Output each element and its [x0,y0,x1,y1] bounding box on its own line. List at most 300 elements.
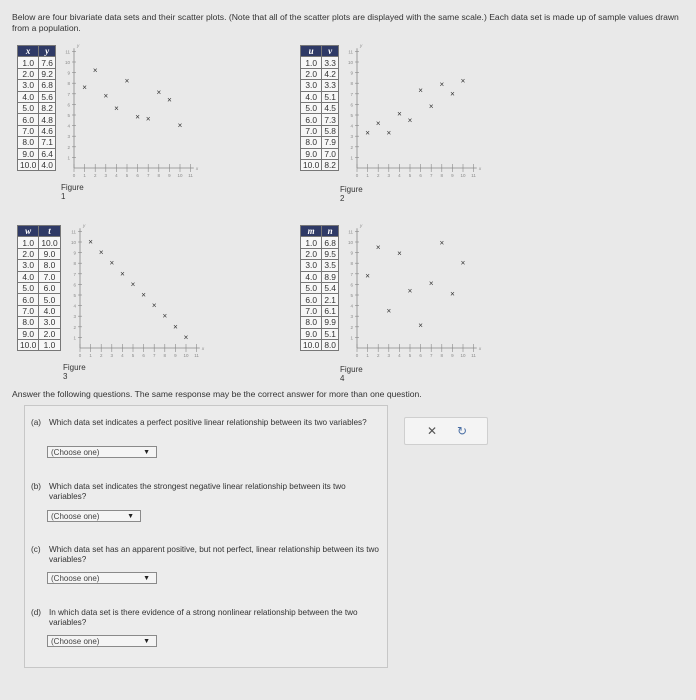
data-point: × [407,115,413,125]
y-tick-label: 1 [73,335,76,341]
cell-x: 8.0 [18,137,39,148]
col-header-x: x [18,46,39,57]
data-point: × [177,121,183,131]
x-tick-label: 5 [125,173,129,178]
cell-x: 8.0 [18,317,39,328]
table-row [18,305,61,316]
cell-y: 3.3 [322,57,339,68]
cell-y: 9.0 [39,248,60,259]
data-point: × [460,76,466,86]
y-tick-label: 6 [67,102,70,108]
cell-x: 6.0 [18,114,39,125]
scatter-plot-3 [66,223,206,362]
col-header-w: w [18,226,39,237]
y-tick-label: 6 [350,282,353,288]
data-point: × [124,76,130,86]
cell-x: 7.0 [18,305,39,316]
chevron-down-icon: ▼ [127,513,134,520]
col-header-m: m [301,226,322,237]
data-point: × [439,238,445,248]
cell-y: 2.0 [39,328,60,339]
y-tick-label: 10 [70,240,76,245]
data-point: × [145,114,151,124]
cell-y: 5.4 [322,282,339,293]
cell-y: 5.1 [322,328,339,339]
data-table-4 [300,225,339,351]
figure-label: Figure 4 [340,365,363,383]
cell-y: 1.0 [39,339,60,350]
y-tick-label: 3 [73,314,76,320]
y-tick-label: 9 [350,250,353,256]
cell-y: 7.0 [39,271,60,282]
table-row [301,339,339,350]
col-header-t: t [39,226,60,237]
cell-x: 10.0 [301,339,322,350]
col-header-u: u [301,46,322,57]
data-point: × [365,271,370,281]
y-tick-label: 5 [67,113,70,118]
table-body [301,57,339,171]
x-axis-label: x [478,346,482,351]
x-tick-label: 7 [429,173,433,178]
cell-y: 6.8 [39,80,56,91]
scatter-plot-4 [343,223,483,362]
y-tick-label: 4 [350,303,353,309]
select-value: (Choose one) [51,448,100,457]
scatter-plot-1 [60,43,200,182]
data-point: × [428,102,434,112]
table-body [18,237,61,351]
chevron-down-icon: ▼ [143,638,150,645]
y-tick-label: 9 [73,250,76,256]
cell-y: 10.0 [39,237,60,248]
cell-y: 7.9 [322,137,339,148]
x-tick-label: 11 [471,173,476,178]
y-tick-label: 1 [350,335,353,341]
cell-y: 7.0 [322,148,339,159]
table-row [18,317,61,328]
cell-x: 4.0 [301,271,322,282]
question-panel [24,405,388,668]
table-row [301,248,339,259]
cell-x: 1.0 [18,237,39,248]
data-point: × [183,332,189,342]
answer-d-select[interactable] [47,635,157,647]
table-row [18,237,61,248]
cell-x: 8.0 [301,317,322,328]
x-tick-label: 9 [451,173,454,178]
y-tick-label: 1 [350,155,353,161]
table-row [18,125,56,136]
x-tick-label: 3 [387,353,391,358]
y-tick-label: 11 [348,49,353,55]
cell-x: 4.0 [18,91,39,102]
table-row [18,248,61,259]
question-text: Which data set indicates the strongest negative linear relationship between its two variables? [49,482,346,501]
data-point: × [407,286,413,296]
table-row [18,282,61,293]
table-row [301,80,339,91]
data-point: × [82,82,87,92]
data-point: × [375,118,381,128]
cell-x: 9.0 [301,328,322,339]
x-tick-label: 1 [366,353,369,358]
cell-y: 5.6 [39,91,56,102]
x-tick-label: 2 [99,353,103,358]
cell-x: 5.0 [301,282,322,293]
y-tick-label: 5 [350,113,353,118]
cell-y: 9.9 [322,317,339,328]
figure-label: Figure 3 [63,363,86,381]
question-text: Which data set has an apparent positive, but not perfect, linear relationship between its two variables? [49,545,379,564]
question-letter: (c) [31,545,41,554]
cell-y: 6.0 [39,282,60,293]
y-tick-label: 6 [73,282,76,288]
data-point: × [375,242,381,252]
table-row [301,237,339,248]
y-tick-label: 10 [64,60,70,65]
x-tick-label: 5 [408,173,412,178]
y-tick-label: 8 [350,81,353,87]
chevron-down-icon: ▼ [143,575,150,582]
x-tick-label: 4 [121,353,124,358]
y-tick-label: 3 [350,314,353,320]
x-tick-label: 8 [440,353,444,358]
x-tick-label: 7 [146,173,150,178]
data-table-2 [300,45,339,171]
table-row [301,114,339,125]
x-tick-label: 10 [183,353,189,358]
data-point: × [365,128,370,138]
data-point: × [120,269,125,279]
table-row [18,57,56,68]
cell-y: 6.8 [322,237,339,248]
cell-x: 6.0 [301,114,322,125]
cell-y: 6.4 [39,148,56,159]
data-table-1 [17,45,56,171]
y-tick-label: 1 [67,155,70,161]
cell-y: 2.1 [322,294,339,305]
y-tick-label: 10 [347,60,353,65]
cell-y: 6.1 [322,305,339,316]
x-tick-label: 8 [440,173,444,178]
cell-x: 9.0 [301,148,322,159]
table-row [301,159,339,170]
data-point: × [397,109,402,119]
data-point: × [92,65,98,75]
table-row [18,80,56,91]
y-tick-label: 4 [67,123,70,129]
table-row [301,282,339,293]
data-point: × [114,104,119,114]
cell-y: 5.0 [39,294,60,305]
table-row [301,148,339,159]
cell-y: 4.0 [39,159,56,170]
cell-y: 8.2 [39,102,56,113]
y-tick-label: 8 [67,81,70,87]
data-point: × [156,88,162,98]
question-letter: (b) [31,482,42,491]
data-point: × [162,311,168,321]
x-tick-label: 1 [83,173,86,178]
cell-x: 7.0 [18,125,39,136]
table-row [301,294,339,305]
table-row [18,102,56,113]
cell-y: 8.0 [322,339,339,350]
question-text: In which data set is there evidence of a strong nonlinear relationship between the two variables? [49,608,358,627]
answer-tools [404,417,488,445]
x-axis-label: x [478,166,482,171]
x-tick-label: 7 [152,353,156,358]
x-tick-label: 2 [376,173,380,178]
cell-y: 4.6 [39,125,56,136]
x-tick-label: 1 [366,173,369,178]
select-value: (Choose one) [51,512,100,521]
cell-y: 4.5 [322,102,339,113]
data-point: × [130,279,136,289]
table-body [301,237,339,351]
x-tick-label: 3 [110,353,114,358]
cell-x: 4.0 [301,91,322,102]
question-letter: (a) [31,418,42,427]
cell-x: 9.0 [18,328,39,339]
x-tick-label: 4 [115,173,118,178]
x-tick-label: 6 [419,173,422,178]
data-point: × [109,258,115,268]
table-row [18,271,61,282]
x-tick-label: 0 [355,173,359,178]
y-axis-label: y [360,223,363,229]
table-row [18,114,56,125]
x-axis-label: x [195,166,199,171]
cell-x: 4.0 [18,271,39,282]
x-tick-label: 10 [460,173,466,178]
x-tick-label: 0 [72,173,76,178]
data-point: × [386,306,392,316]
table-row [301,317,339,328]
cell-x: 10.0 [18,159,39,170]
x-tick-label: 2 [376,353,380,358]
cell-x: 5.0 [301,102,322,113]
data-point: × [141,290,146,300]
y-tick-label: 2 [350,144,353,150]
y-tick-label: 10 [347,240,353,245]
y-tick-label: 4 [73,303,76,309]
x-tick-label: 9 [174,353,177,358]
table-row [18,91,56,102]
table-row [18,148,56,159]
cell-x: 10.0 [301,159,322,170]
cell-x: 10.0 [18,339,39,350]
table-row [18,294,61,305]
cell-y: 7.1 [39,137,56,148]
x-tick-label: 7 [429,353,433,358]
data-point: × [450,89,455,99]
col-header-v: v [322,46,339,57]
cell-x: 3.0 [18,260,39,271]
x-tick-label: 2 [93,173,97,178]
cell-y: 4.0 [39,305,60,316]
cell-x: 1.0 [18,57,39,68]
cell-x: 5.0 [18,102,39,113]
cell-x: 1.0 [301,57,322,68]
table-row [301,137,339,148]
x-tick-label: 9 [451,353,454,358]
select-value: (Choose one) [51,637,100,646]
cell-x: 3.0 [301,80,322,91]
chevron-down-icon: ▼ [143,449,150,456]
y-tick-label: 7 [67,91,70,97]
table-row [18,68,56,79]
cell-y: 8.2 [322,159,339,170]
table-row [301,260,339,271]
x-tick-label: 3 [387,173,391,178]
cell-y: 9.2 [39,68,56,79]
cell-x: 7.0 [301,305,322,316]
data-point: × [88,237,93,247]
y-tick-label: 2 [73,324,76,330]
cell-x: 2.0 [18,68,39,79]
y-tick-label: 8 [73,261,76,267]
data-point: × [103,91,109,101]
y-tick-label: 11 [348,229,353,235]
data-point: × [418,86,423,96]
data-point: × [386,128,392,138]
x-tick-label: 11 [188,173,193,178]
table-row [18,339,61,350]
table-row [18,328,61,339]
x-tick-label: 10 [460,353,466,358]
cell-y: 5.8 [322,125,339,136]
figure-label: Figure 2 [340,185,363,203]
figure-4 [300,225,363,383]
table-row [301,125,339,136]
y-tick-label: 7 [350,271,353,277]
answer-b-select[interactable] [47,510,141,522]
intro-text: Below are four bivariate data sets and their scatter plots. (Note that all of the scatter plots are displayed with the same scale.) Each data set is made up of sample values drawn from a population. [12,12,679,33]
x-tick-label: 8 [157,173,161,178]
y-tick-label: 4 [350,123,353,129]
x-tick-label: 11 [194,353,199,358]
scatter-plot-2 [343,43,483,182]
cell-x: 3.0 [18,80,39,91]
x-tick-label: 10 [177,173,183,178]
cell-y: 5.1 [322,91,339,102]
x-tick-label: 1 [89,353,92,358]
cell-x: 3.0 [301,260,322,271]
x-tick-label: 11 [471,353,476,358]
cell-y: 7.6 [39,57,56,68]
x-tick-label: 0 [78,353,82,358]
cell-y: 8.0 [39,260,60,271]
answer-a-select[interactable] [47,446,157,458]
table-row [301,102,339,113]
x-tick-label: 6 [142,353,145,358]
cell-y: 4.2 [322,68,339,79]
data-point: × [167,95,172,105]
col-header-n: n [322,226,339,237]
data-point: × [151,301,157,311]
y-tick-label: 7 [73,271,76,277]
cell-y: 3.0 [39,317,60,328]
y-tick-label: 11 [65,49,70,55]
y-tick-label: 2 [67,144,70,150]
table-row [301,271,339,282]
y-tick-label: 7 [350,91,353,97]
table-row [301,328,339,339]
x-tick-label: 4 [398,173,401,178]
answer-instructions: Answer the following questions. The same response may be the correct answer for more than one question. [12,389,422,399]
y-tick-label: 3 [67,134,70,140]
cell-y: 8.9 [322,271,339,282]
cell-x: 2.0 [18,248,39,259]
y-axis-label: y [360,43,363,49]
table-row [18,137,56,148]
y-tick-label: 9 [350,70,353,76]
x-tick-label: 3 [104,173,108,178]
cell-x: 2.0 [301,248,322,259]
data-point: × [439,79,445,89]
cell-x: 6.0 [301,294,322,305]
data-point: × [460,258,466,268]
answer-c-select[interactable] [47,572,157,584]
x-tick-label: 6 [136,173,139,178]
clear-icon[interactable]: ✕ [427,424,438,438]
cell-y: 4.8 [39,114,56,125]
select-value: (Choose one) [51,574,100,583]
cell-y: 3.5 [322,260,339,271]
cell-x: 1.0 [301,237,322,248]
y-tick-label: 3 [350,134,353,140]
y-axis-label: y [77,43,80,49]
y-axis-label: y [83,223,86,229]
y-tick-label: 5 [350,293,353,298]
table-row [301,68,339,79]
data-point: × [450,289,455,299]
x-tick-label: 0 [355,353,359,358]
y-tick-label: 6 [350,102,353,108]
cell-y: 3.3 [322,80,339,91]
data-point: × [428,278,434,288]
y-tick-label: 9 [67,70,70,76]
col-header-y: y [39,46,56,57]
cell-x: 9.0 [18,148,39,159]
question-text: Which data set indicates a perfect positive linear relationship between its two variables? [49,418,367,427]
data-point: × [135,112,140,122]
table-row [18,159,56,170]
table-row [301,57,339,68]
x-tick-label: 9 [168,173,171,178]
data-point: × [418,321,423,331]
x-tick-label: 4 [398,353,401,358]
cell-x: 2.0 [301,68,322,79]
data-table-3 [17,225,61,351]
table-row [18,260,61,271]
figure-label: Figure 1 [61,183,84,201]
table-body [18,57,56,171]
cell-x: 6.0 [18,294,39,305]
table-row [301,91,339,102]
x-axis-label: x [201,346,205,351]
y-tick-label: 8 [350,261,353,267]
y-tick-label: 5 [73,293,76,298]
question-letter: (d) [31,608,42,617]
undo-icon[interactable]: ↻ [457,424,468,438]
cell-x: 7.0 [301,125,322,136]
cell-y: 7.3 [322,114,339,125]
cell-x: 8.0 [301,137,322,148]
cell-y: 9.5 [322,248,339,259]
